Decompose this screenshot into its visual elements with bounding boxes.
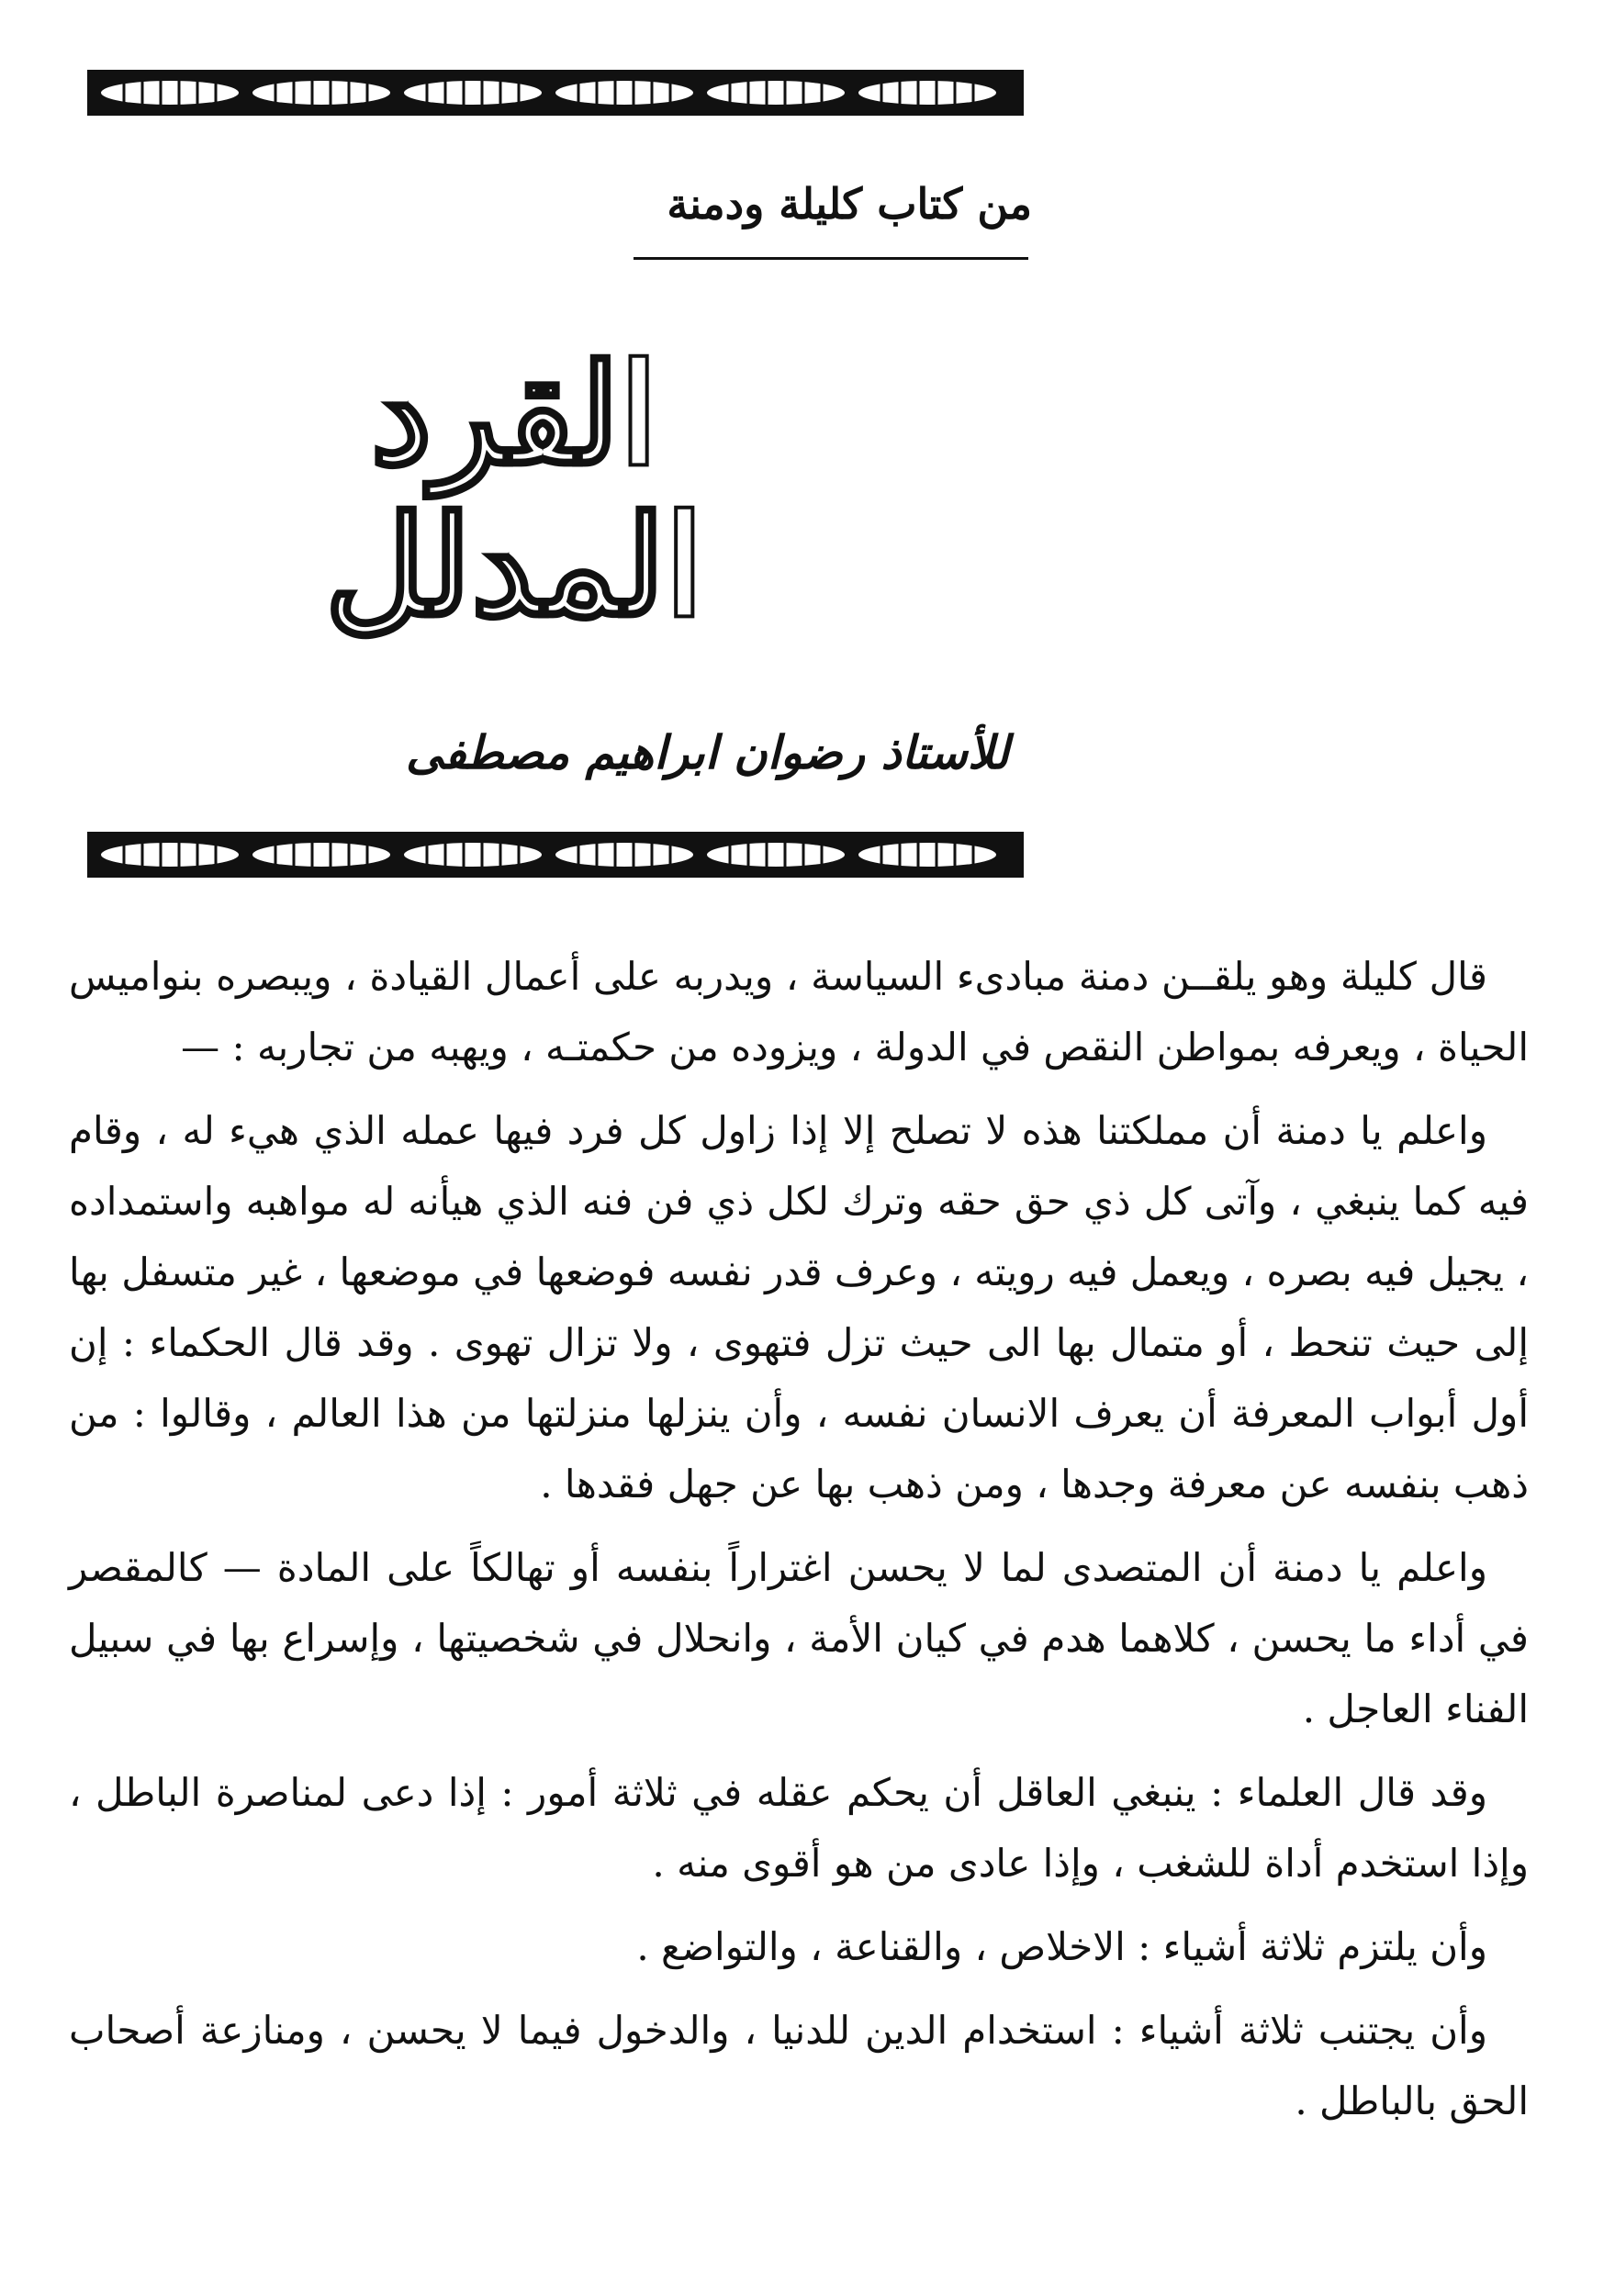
- article-body: [69, 941, 1529, 2149]
- ornamental-border-icon: [87, 826, 1024, 883]
- source-underline: [634, 257, 1028, 260]
- bottom-ornamental-border: [87, 826, 1024, 883]
- paragraph-4: وقد قال العلماء : ينبغي العاقل أن يحكم عقله في ثلاثة أمور : إذا دعى لمناصرة الباطل ، وإذا استخدم أداة للشغب ، وإذا عادى من هو أقوى منه .: [69, 1770, 1529, 1886]
- paragraph-6: وأن يجتنب ثلاثة أشياء : استخدام الدين للدنيا ، والدخول فيما لا يحسن ، ومنازعة أصحاب الحق بالباطل .: [69, 2008, 1529, 2123]
- paragraph-5: وأن يلتزم ثلاثة أشياء : الاخلاص ، والقناعة ، والتواضع .: [636, 1924, 1487, 1969]
- page-title: القرد المدلل: [324, 334, 704, 647]
- source-line: من كتاب كليلة ودمنة: [667, 179, 1032, 229]
- author-byline: للأستاذ رضوان ابراهيم مصطفى: [406, 725, 1009, 779]
- paragraph-3: واعلم يا دمنة أن المتصدى لما لا يحسن اغتراراً بنفسه أو تهالكاً على المادة — كالمقصر في أداء ما يحسن ، كلاهما هدم في كيان الأمة ، وانحلال في شخصيتها ، وإسراع بها في سبيل الفناء العاجل .: [69, 1545, 1530, 1731]
- top-ornamental-border: [87, 64, 1024, 121]
- paragraph-1: قال كليلة وهو يلقــن دمنة مبادىء السياسة ، ويدربه على أعمال القيادة ، ويبصره بنواميس الحياة ، ويعرفه بمواطن النقص في الدولة ، ويزوده من حكمتـه ، ويهبه من تجاربه : —: [69, 954, 1529, 1070]
- paragraph-2: واعلم يا دمنة أن مملكتنا هذه لا تصلح إلا إذا زاول كل فرد فيها عمله الذي هيء له ، وقام فيه كما ينبغي ، وآتى كل ذي حق حقه وترك لكل ذي فن فنه الذي هيأنه له مواهبه واستمداده ، يجيل فيه بصره ، ويعمل فيه رويته ، وعرف قدر نفسه فوضعها في موضعها ، غير متسفل بها إلى حيث تنحط ، أو متمال بها الى حيث تزل فتهوى ، ولا تزال تهوى . وقد قال الحكماء : إن أول أبواب المعرفة أن يعرف الانسان نفسه ، وأن ينزلها منزلتها من هذا العالم ، وقالوا : من ذهب بنفسه عن معرفة وجدها ، ومن ذهب بها عن جهل فقدها .: [69, 1108, 1529, 1506]
- ornamental-border-icon: [87, 64, 1024, 121]
